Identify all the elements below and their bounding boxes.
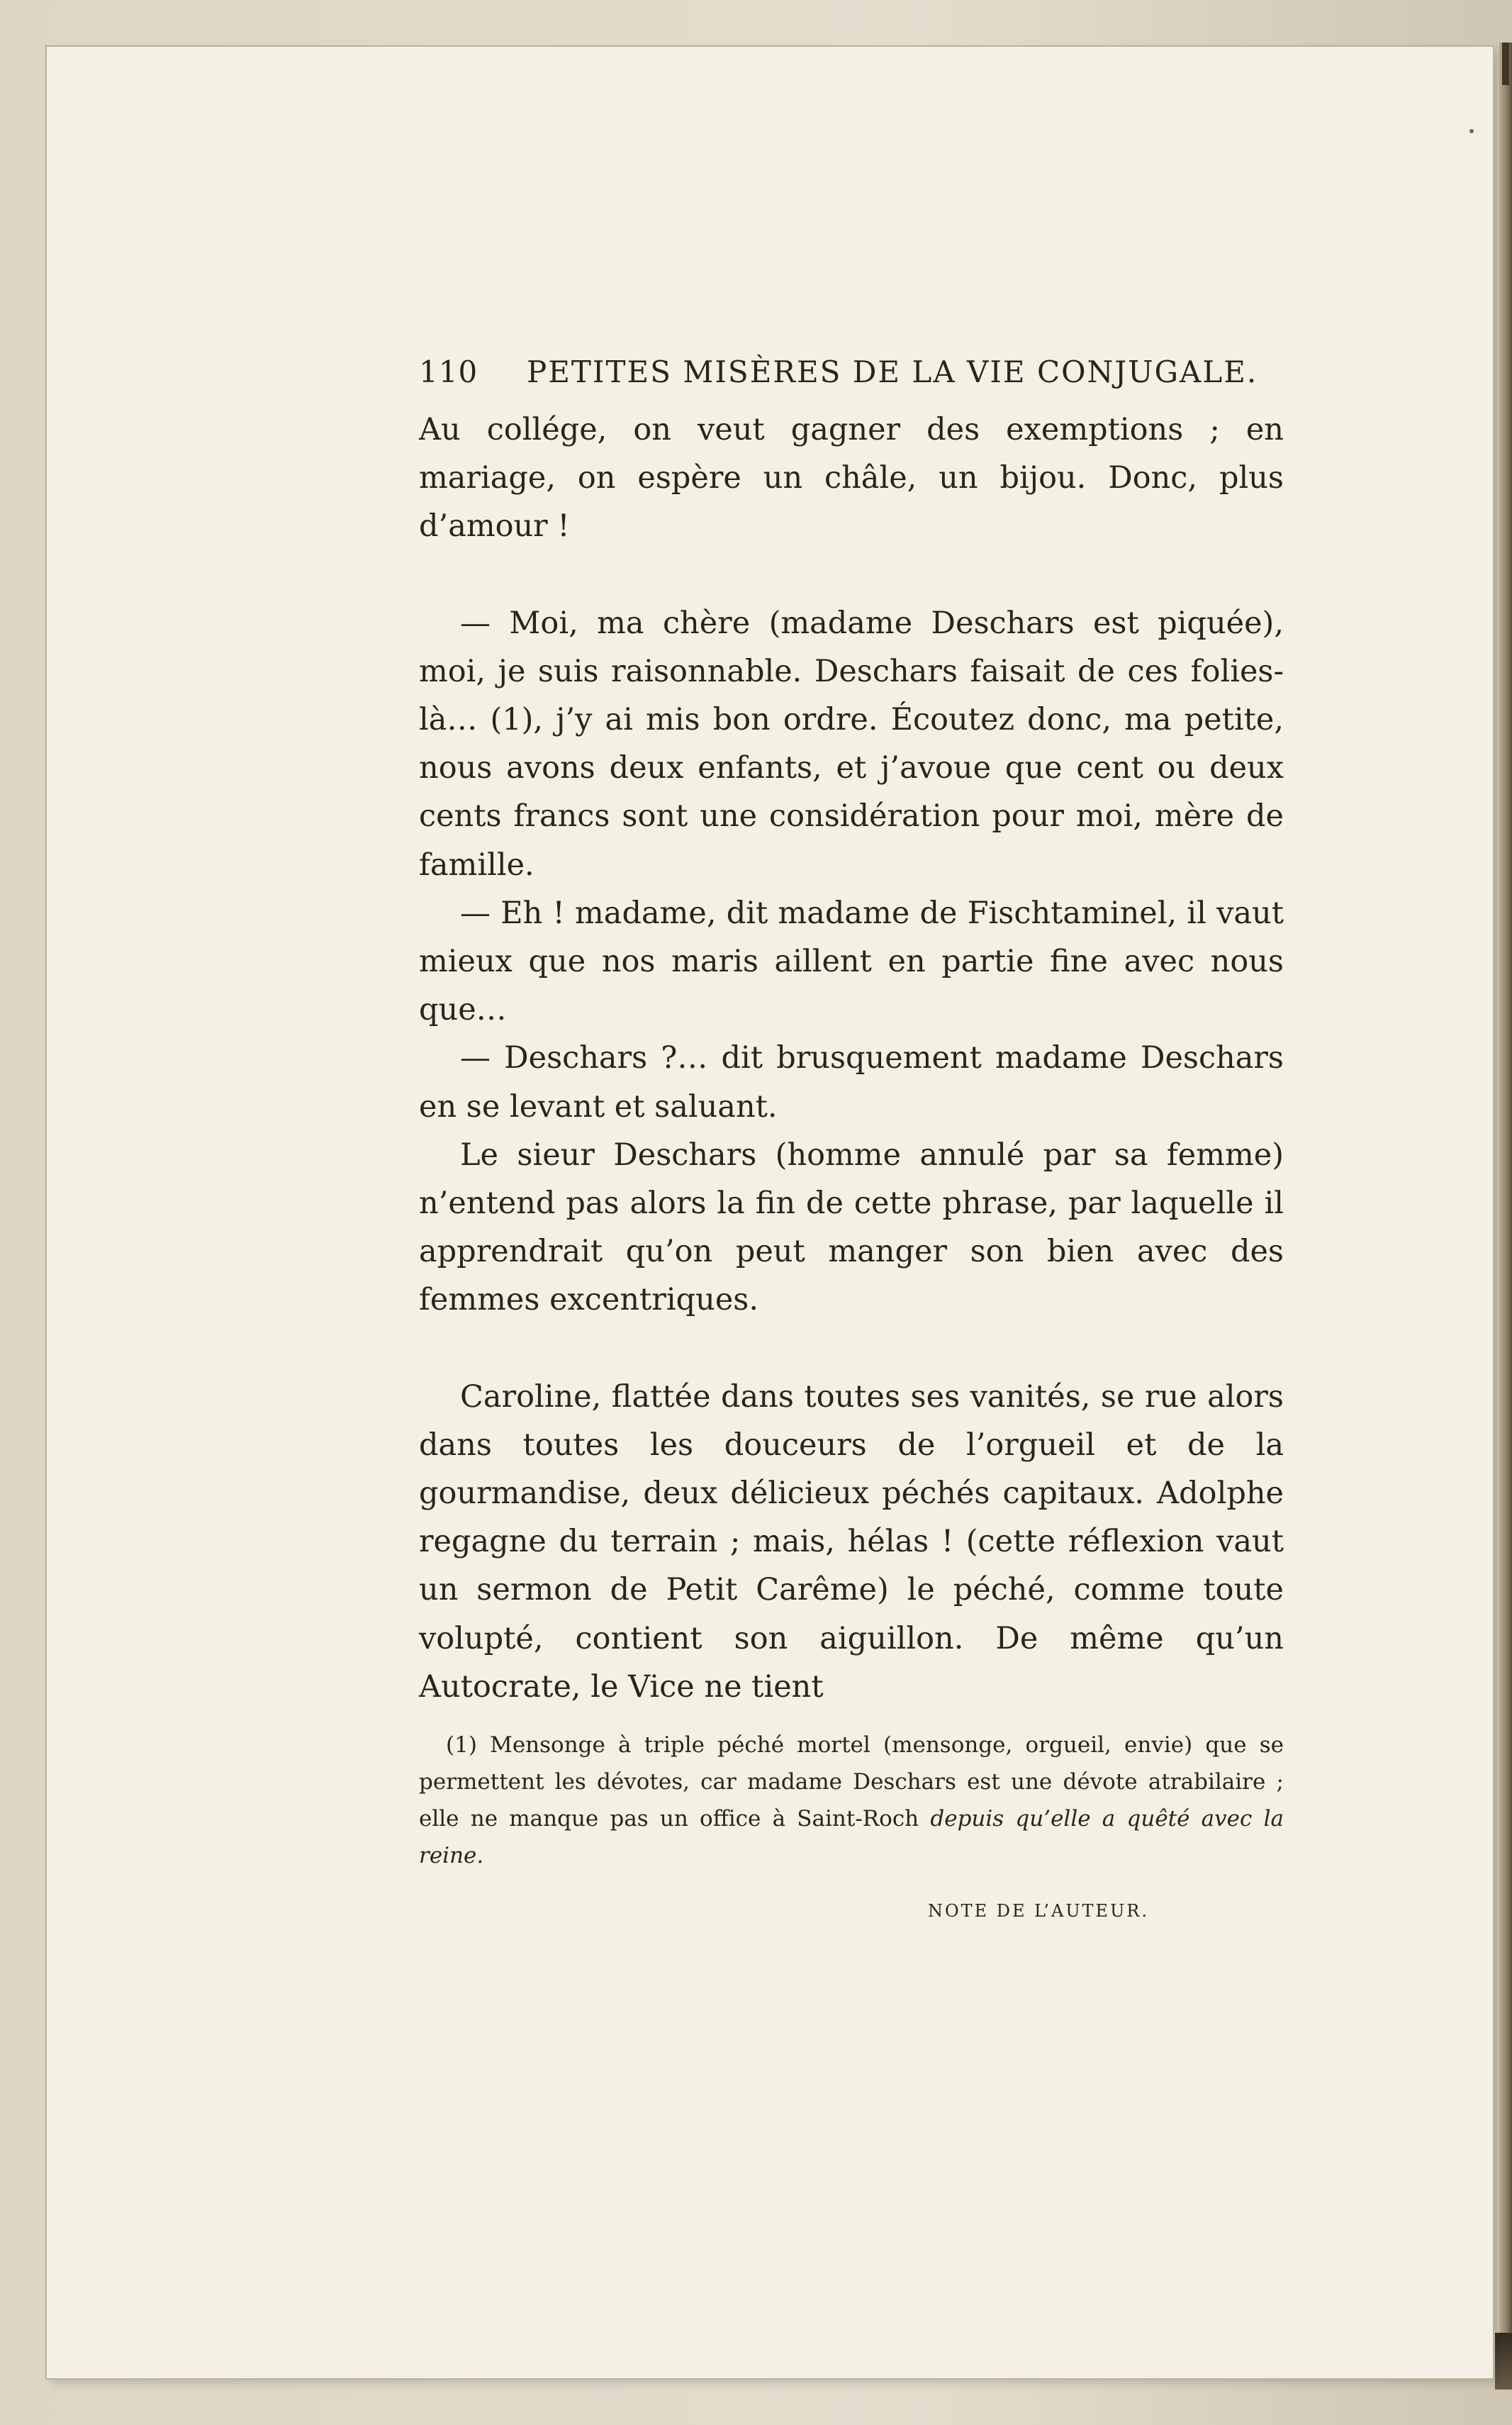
- running-head: [419, 355, 1284, 406]
- footnote: [419, 1727, 1284, 1874]
- paragraph: Le sieur Deschars (homme annulé par sa femme) n’entend pas alors la fin de cette phrase, par laquelle il apprendrait qu’on peut manger son bien avec des femmes excentriques.: [419, 1137, 1284, 1318]
- paragraph: Caroline, flattée dans toutes ses vanités, se rue alors dans toutes les douceurs de l’orgueil et de la gourmandise, deux délicieux péchés capitaux. Adolphe regagne du terrain ; mais, hélas ! (cette réflexion vaut un sermon de Petit Carême) le péché, comme toute volupté, contient son aiguillon. De même qu’un Autocrate, le Vice ne tient: [419, 1378, 1284, 1705]
- footnote-italic: depuis qu’elle a quêté avec la reine.: [419, 1806, 1284, 1868]
- paragraph-gap: [419, 1325, 1284, 1373]
- paragraph-gap: [419, 551, 1284, 599]
- paragraph: — Moi, ma chère (madame Deschars est piquée), moi, je suis raisonnable. Deschars faisait de ces folies-là… (1), j’y ai mis bon ordre. Écoutez donc, ma petite, nous avons deux enfants, et j’avoue que cent ou deux cents francs sont une considération pour moi, mère de famille.: [419, 605, 1284, 883]
- paragraph: Au collége, on veut gagner des exemptions ; en mariage, on espère un châle, un bijou. Donc, plus d’amour !: [419, 412, 1284, 545]
- page-number: 110: [419, 355, 478, 389]
- edge-mark: [1495, 2333, 1512, 2390]
- speck: [1469, 129, 1474, 133]
- running-title: PETITES MISÈRES DE LA VIE CONJUGALE.: [527, 355, 1258, 389]
- footnote-signature: NOTE DE L’AUTEUR.: [927, 1901, 1149, 1921]
- edge-mark: [1502, 43, 1509, 85]
- main-text-block: [419, 355, 1284, 1711]
- body-text: [419, 406, 1284, 1711]
- paragraph: — Eh ! madame, dit madame de Fischtaminel, il vaut mieux que nos maris aillent en partie fine avec nous que…: [419, 895, 1284, 1028]
- footnote-text: (1) Mensonge à triple péché mortel (mensonge, orgueil, envie) que se permettent les dévotes, car madame Deschars est une dévote atrabilaire ; elle ne manque pas un office à Saint-Roch: [419, 1732, 1284, 1832]
- paragraph: — Deschars ?… dit brusquement madame Deschars en se levant et saluant.: [419, 1040, 1284, 1125]
- page-edge: [1499, 43, 1512, 2382]
- footnotes: [419, 1727, 1284, 1929]
